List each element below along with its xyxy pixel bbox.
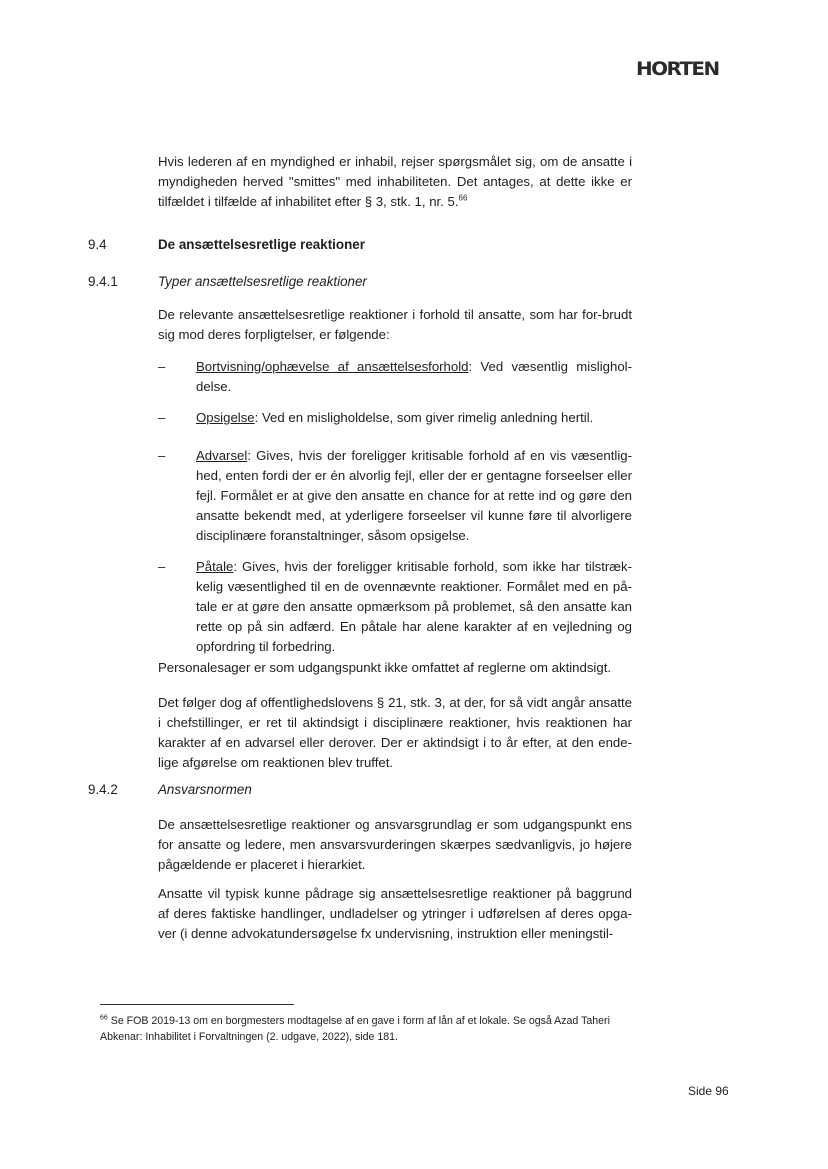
section-lead-paragraph: De relevante ansættelsesretlige reaktioner i forhold til ansatte, som har for-brudt sig mod deres forpligtelser, er følgende: [158,307,632,342]
paragraph: Det følger dog af offentlighedslovens § 21, stk. 3, at der, for så vidt angår ansatte i chefstillinger, er ret til aktindsigt i disciplinære reaktioner, hvis reaktionen har karakter af en advarsel eller derover. Der er aktindsigt i to år efter, at den ende-lige afgørelse om reaktionen blev truffet. [158,695,632,770]
list-term: Advarsel [196,448,248,463]
list-dash: – [158,559,166,574]
footnote [100,1013,632,1045]
list-text: : Gives, hvis der foreligger kritisable forhold af en vis væsentlig-hed, enten fordi der er én alvorlig fejl, eller der er gentagne forseelser eller fejl. Formålet er at give den ansatte en chance for at rette ind og gøre den ansatte bekendt med, at yderligere forseelser vil kunne føre til alvorligere disciplinære foranstaltninger, såsom opsigelse. [196,448,632,543]
intro-paragraph [158,152,632,212]
page-number: Side 96 [688,1084,729,1098]
list-term: Påtale [196,559,234,574]
list-dash: – [158,359,166,374]
list-dash: – [158,448,166,463]
list-text: : Gives, hvis der foreligger kritisable forhold, som ikke har tilstræk-kelig væsentlighed til en de ovennævnte reaktioner. Formålet med en på-tale er at gøre den ansatte opmærksom på problemet, så den ansatte kan rette op på sin adfærd. En påtale har alene karakter af en vejledning og opfordring til forbedring. [196,559,632,654]
list-text: : Ved en misligholdelse, som giver rimelig anledning hertil. [254,410,594,425]
section-number: 9.4.2 [88,782,118,797]
footnote-text: Se FOB 2019-13 om en borgmesters modtagelse af en gave i form af lån af et lokale. Se også Azad Taheri Abkenar: Inhabilitet i Forvaltningen (2. udgave, 2022), side 181. [100,1015,610,1043]
paragraph: De ansættelsesretlige reaktioner og ansvarsgrundlag er som udgangspunkt ens for ansatte og ledere, men ansvarsvurderingen skærpes sædvanligvis, jo højere pågældende er placeret i hierarkiet. [158,817,632,872]
horten-logo: HORTEN [636,58,719,80]
list-text: : Ved væsentlig mislighol-delse. [196,359,632,394]
list-term: Bortvisning/ophævelse af ansættelsesforhold [196,359,469,374]
section-title: Typer ansættelsesretlige reaktioner [158,274,367,289]
list-term: Opsigelse [196,410,255,425]
footnote-divider [100,1004,294,1005]
section-number: 9.4 [88,237,107,252]
intro-text: Hvis lederen af en myndighed er inhabil, rejser spørgsmålet sig, om de ansatte i myndigheden herved "smittes" med inhabiliteten. Det antages, at dette ikke er tilfældet i tilfælde af inhabilitet efter § 3, stk. 1, nr. 5. [158,154,632,209]
section-title: De ansættelsesretlige reaktioner [158,237,365,252]
footnote-ref[interactable]: 66 [458,193,468,203]
footnote-number: 66 [100,1014,108,1022]
paragraph: Ansatte vil typisk kunne pådrage sig ansættelsesretlige reaktioner på baggrund af deres faktiske handlinger, undladelser og ytringer i udførelsen af deres opga-ver (i denne advokatundersøgelse fx undervisning, instruktion eller meningstil- [158,886,632,941]
section-title: Ansvarsnormen [158,782,252,797]
section-number: 9.4.1 [88,274,118,289]
paragraph: Personalesager er som udgangspunkt ikke omfattet af reglerne om aktindsigt. [158,660,612,675]
list-dash: – [158,410,166,425]
